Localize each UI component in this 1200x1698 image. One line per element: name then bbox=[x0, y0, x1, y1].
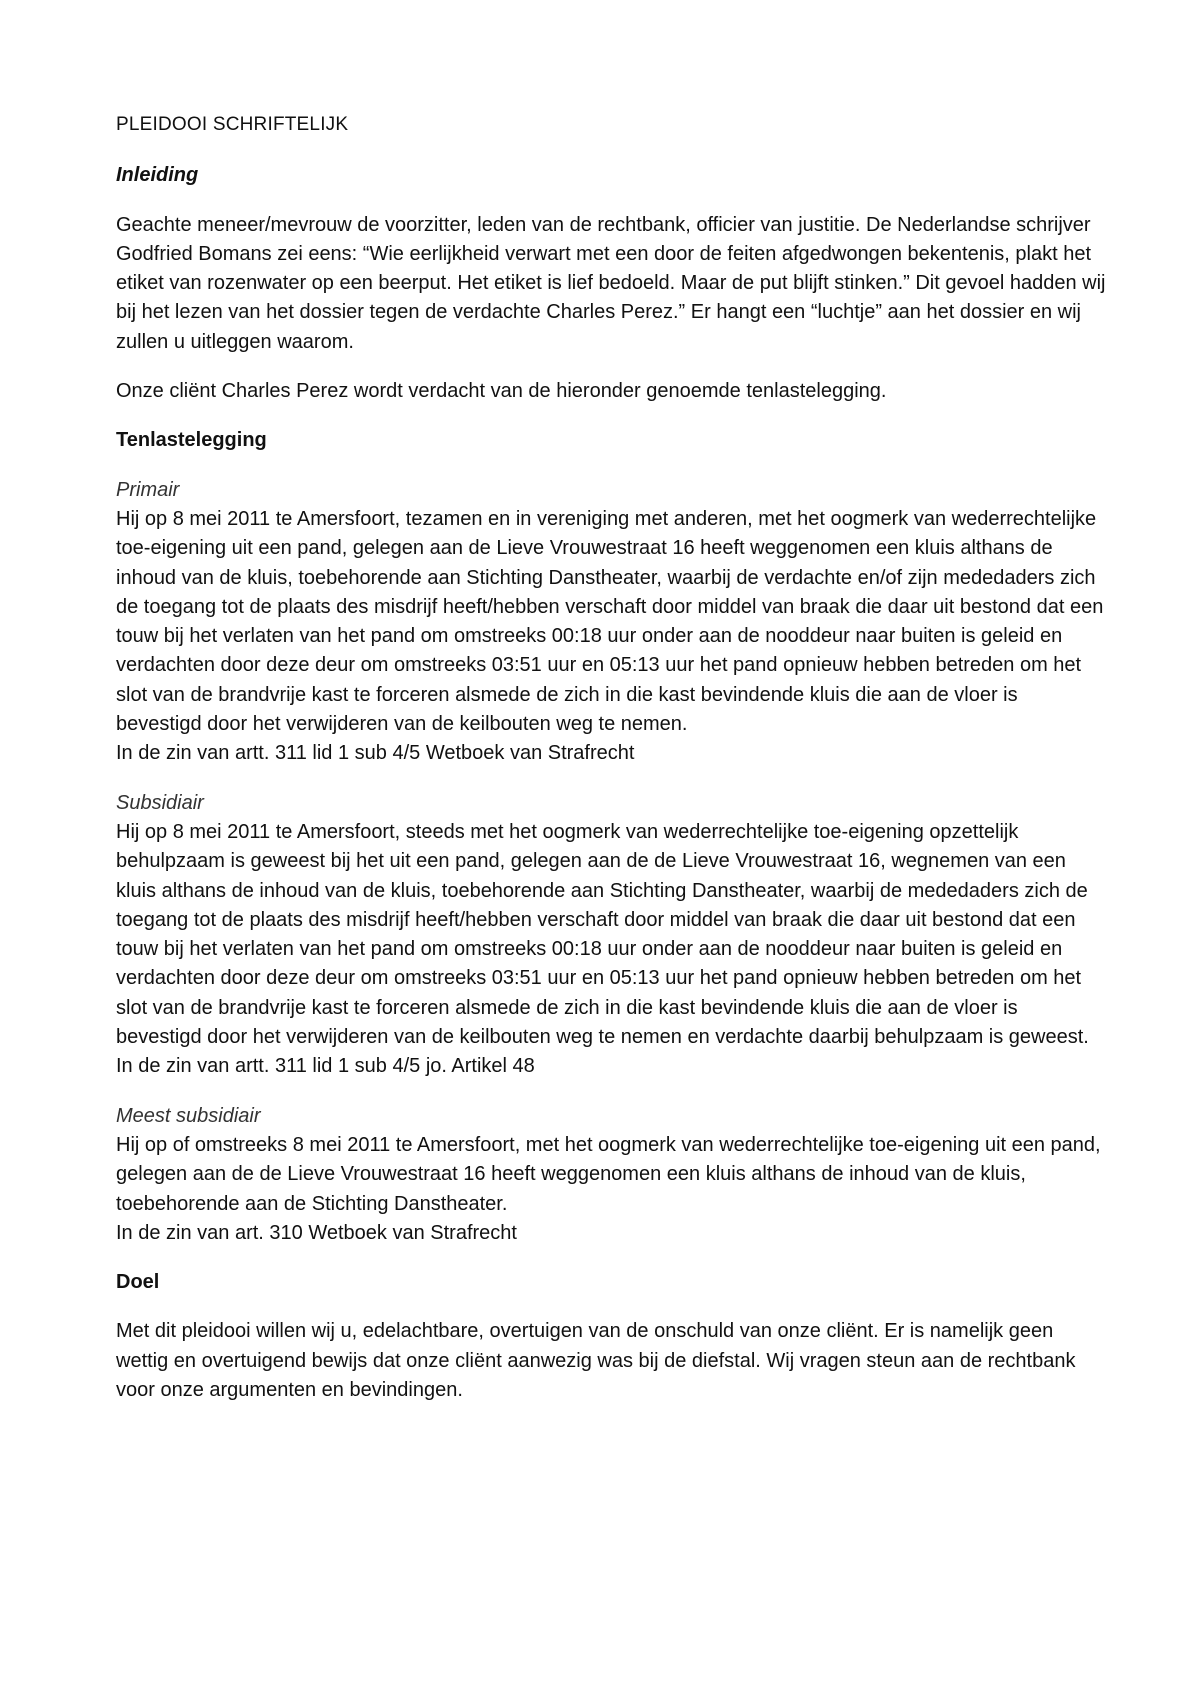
client-paragraph: Onze cliënt Charles Perez wordt verdacht van de hieronder genoemde tenlastelegging. bbox=[116, 380, 887, 403]
charge-text: Hij op 8 mei 2011 te Amersfoort, tezamen en in vereniging met anderen, met het oogmerk van wederrechtelijke toe-eigening uit een pand, gelegen aan de Lieve Vrouwestraat 16 heeft weggenomen een kluis althans de inhoud van de kluis, toebehorende aan Stichting Danstheater, waarbij de verdachte en/of zijn mededaders zich de toegang tot de plaats des misdrijf heeft/hebben verschaft door middel van braak die daar uit bestond dat een touw bij het verlaten van het pand om omstreeks 00:18 uur onder aan de nooddeur naar buiten is geleid en verdachten door deze deur om omstreeks 03:51 uur en 05:13 uur het pand opnieuw hebben betreden om het slot van de brandvrije kast te forceren alsmede de zich in die kast bevindende kluis die aan de vloer is bevestigd door het verwijderen van de keilbouten weg te nemen. bbox=[116, 507, 1104, 736]
charge-article: In de zin van artt. 311 lid 1 sub 4/5 jo. Artikel 48 bbox=[116, 1055, 535, 1078]
charge-article: In de zin van art. 310 Wetboek van Strafrecht bbox=[116, 1221, 517, 1244]
charge-label: Meest subsidiair bbox=[116, 1104, 261, 1127]
charge-label: Primair bbox=[116, 478, 180, 501]
charge-text: Hij op 8 mei 2011 te Amersfoort, steeds met het oogmerk van wederrechtelijke toe-eigening opzettelijk behulpzaam is geweest bij het uit een pand, gelegen aan de de Lieve Vrouwestraat 16, wegnemen van een kluis althans de inhoud van de kluis, toebehorende aan Stichting Danstheater, waarbij de mededaders zich de toegang tot de plaats des misdrijf heeft/hebben verschaft door middel van braak die daar uit bestond dat een touw bij het verlaten van het pand om omstreeks 00:18 uur onder aan de nooddeur naar buiten is geleid en verdachten door deze deur om omstreeks 03:51 uur en 05:13 uur het pand opnieuw hebben betreden om het slot van de brandvrije kast te forceren alsmede de zich in die kast bevindende kluis die aan de vloer is bevestigd door het verwijderen van de keilbouten weg te nemen en verdachte daarbij behulpzaam is geweest. bbox=[116, 820, 1089, 1049]
goal-heading: Doel bbox=[116, 1271, 160, 1294]
charge-primary bbox=[116, 476, 1106, 769]
charge-text: Hij op of omstreeks 8 mei 2011 te Amersfoort, met het oogmerk van wederrechtelijke toe-eigening uit een pand, gelegen aan de de Lieve Vrouwestraat 16 heeft weggenomen een kluis althans de inhoud van de kluis, toebehorende aan de Stichting Danstheater. bbox=[116, 1133, 1101, 1215]
charges-heading: Tenlastelegging bbox=[116, 429, 267, 452]
intro-heading: Inleiding bbox=[116, 164, 199, 187]
charge-most-subsidiary bbox=[116, 1102, 1106, 1248]
charge-article: In de zin van artt. 311 lid 1 sub 4/5 Wetboek van Strafrecht bbox=[116, 742, 635, 765]
document-page bbox=[116, 110, 1106, 1425]
goal-paragraph: Met dit pleidooi willen wij u, edelachtbare, overtuigen van de onschuld van onze cliënt. Er is namelijk geen wettig en overtuigend bewijs dat onze cliënt aanwezig was bij de diefstal. Wij vragen steun aan de rechtbank voor onze argumenten en bevindingen. bbox=[116, 1320, 1076, 1401]
document-title: PLEIDOOI SCHRIFTELIJK bbox=[116, 114, 349, 135]
intro-paragraph: Geachte meneer/mevrouw de voorzitter, leden van de rechtbank, officier van justitie. De Nederlandse schrijver Godfried Bomans zei eens: “Wie eerlijkheid verwart met een door de feiten afgedwongen bekentenis, plakt het etiket van rozenwater op een beerput. Het etiket is lief bedoeld. Maar de put blijft stinken.” Dit gevoel hadden wij bij het lezen van het dossier tegen de verdachte Charles Perez.” Er hangt een “luchtje” aan het dossier en wij zullen u uitleggen waarom. bbox=[116, 213, 1106, 353]
charge-subsidiary bbox=[116, 789, 1106, 1082]
charge-label: Subsidiair bbox=[116, 791, 204, 814]
